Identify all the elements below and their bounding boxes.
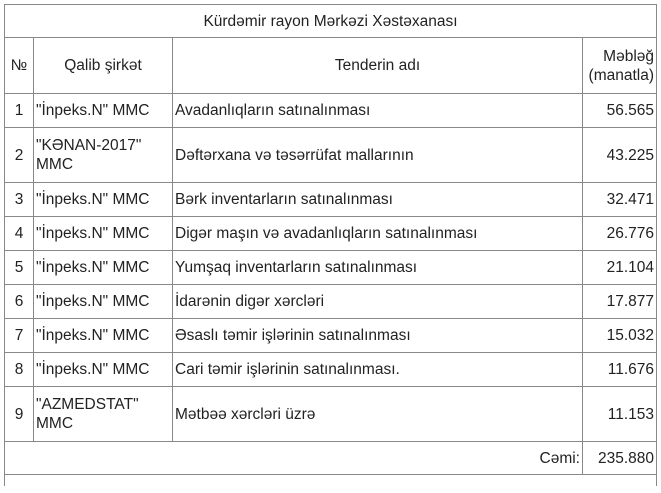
table-row: [5, 128, 657, 183]
row-amount: 43.225: [583, 128, 657, 183]
header-amount-line2: (manatla): [588, 66, 655, 84]
row-amount: 56.565: [583, 94, 657, 128]
row-amount: 11.676: [583, 353, 657, 387]
header-amount-line1: Məbləğ: [603, 47, 655, 65]
row-no: 8: [5, 353, 34, 387]
total-label: Cəmi:: [5, 442, 583, 475]
table-row: [5, 183, 657, 217]
row-tender: Bərk inventarların satınalınması: [173, 183, 583, 217]
header-row: [5, 38, 657, 94]
row-no: 7: [5, 319, 34, 353]
row-company: "İnpeks.N" MMC: [34, 94, 173, 128]
row-no: 1: [5, 94, 34, 128]
row-company: "KƏNAN-2017" MMC: [34, 128, 173, 183]
row-no: 5: [5, 251, 34, 285]
table-tail-cell: [5, 475, 657, 487]
row-tender: İdarənin digər xərcləri: [173, 285, 583, 319]
row-tender: Dəftərxana və təsərrüfat mallarının: [173, 128, 583, 183]
row-amount: 17.877: [583, 285, 657, 319]
row-company: "İnpeks.N" MMC: [34, 217, 173, 251]
row-tender: Mətbəə xərcləri üzrə: [173, 387, 583, 442]
row-amount: 11.153: [583, 387, 657, 442]
row-no: 9: [5, 387, 34, 442]
row-company: "İnpeks.N" MMC: [34, 285, 173, 319]
row-company: "AZMEDSTAT" MMC: [34, 387, 173, 442]
table-row: [5, 319, 657, 353]
table-tail-row: [5, 475, 657, 487]
row-company: "İnpeks.N" MMC: [34, 319, 173, 353]
row-tender: Avadanlıqların satınalınması: [173, 94, 583, 128]
row-company: "İnpeks.N" MMC: [34, 251, 173, 285]
row-company: "İnpeks.N" MMC: [34, 353, 173, 387]
row-no: 6: [5, 285, 34, 319]
row-amount: 32.471: [583, 183, 657, 217]
header-amount: [583, 38, 657, 94]
row-tender: Cari təmir işlərinin satınalınması.: [173, 353, 583, 387]
total-amount: 235.880: [583, 442, 657, 475]
row-tender: Əsaslı təmir işlərinin satınalınması: [173, 319, 583, 353]
table-row: [5, 353, 657, 387]
table-title: Kürdəmir rayon Mərkəzi Xəstəxanası: [5, 5, 657, 38]
row-tender: Yumşaq inventarların satınalınması: [173, 251, 583, 285]
row-amount: 26.776: [583, 217, 657, 251]
row-amount: 15.032: [583, 319, 657, 353]
row-company: "İnpeks.N" MMC: [34, 183, 173, 217]
table-row: [5, 285, 657, 319]
row-no: 2: [5, 128, 34, 183]
table-row: [5, 94, 657, 128]
table-row: [5, 251, 657, 285]
row-amount: 21.104: [583, 251, 657, 285]
table-row: [5, 217, 657, 251]
header-company: Qalib şirkət: [34, 38, 173, 94]
row-no: 3: [5, 183, 34, 217]
row-no: 4: [5, 217, 34, 251]
header-tender: Tenderin adı: [173, 38, 583, 94]
table-row: [5, 387, 657, 442]
tender-table: [4, 4, 657, 486]
header-no: №: [5, 38, 34, 94]
total-row: [5, 442, 657, 475]
row-tender: Digər maşın və avadanlıqların satınalınması: [173, 217, 583, 251]
